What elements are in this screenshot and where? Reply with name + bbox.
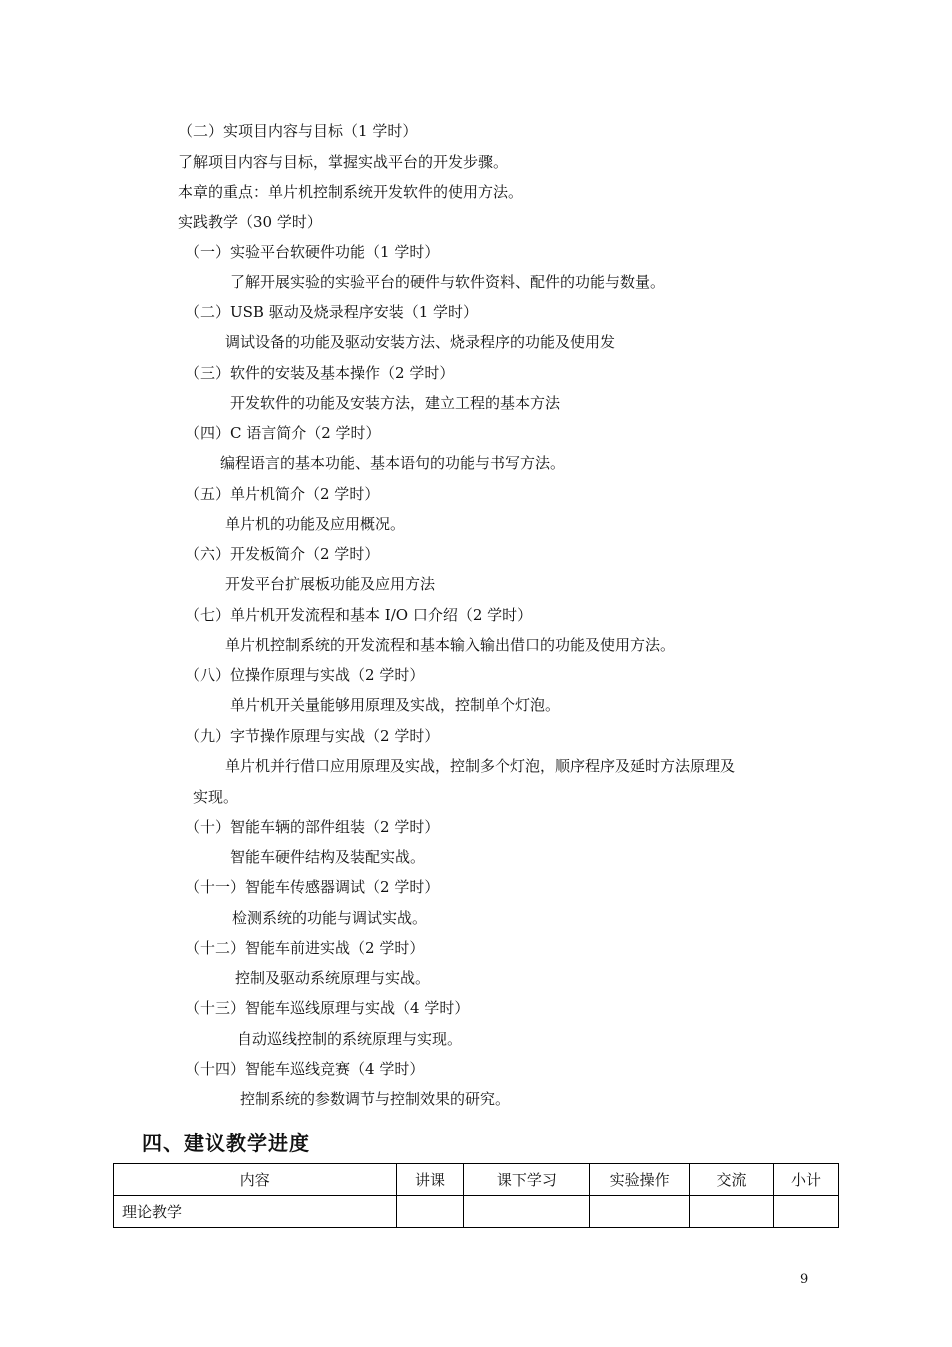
table-cell (690, 1196, 774, 1228)
table-cell (774, 1196, 839, 1228)
paragraph-text: 单片机控制系统的开发流程和基本输入输出借口的功能及使用方法。 (225, 636, 676, 654)
paragraph-text: 本章的重点：单片机控制系统开发软件的使用方法。 (178, 183, 524, 201)
table-header-cell: 内容 (114, 1164, 397, 1196)
section-heading: 四、建议教学进度 (142, 1131, 310, 1155)
subsection-heading: （九）字节操作原理与实战（2 学时） (185, 727, 440, 745)
subsection-heading: （二）USB 驱动及烧录程序安装（1 学时） (185, 303, 479, 321)
subsection-heading: （十三）智能车巡线原理与实战（4 学时） (185, 999, 470, 1017)
subsection-heading: （四）C 语言简介（2 学时） (185, 424, 381, 442)
paragraph-text: 自动巡线控制的系统原理与实现。 (237, 1030, 463, 1048)
table-cell: 理论教学 (114, 1196, 397, 1228)
teaching-progress-table (113, 1163, 839, 1228)
table-header-cell: 小计 (774, 1164, 839, 1196)
paragraph-text: 调试设备的功能及驱动安装方法、烧录程序的功能及使用发 (225, 333, 616, 351)
paragraph-text: 控制及驱动系统原理与实战。 (235, 969, 431, 987)
page-number: 9 (800, 1272, 809, 1287)
table-cell (464, 1196, 590, 1228)
subsection-heading: （一）实验平台软硬件功能（1 学时） (185, 243, 440, 261)
subsection-heading: （七）单片机开发流程和基本 I/O 口介绍（2 学时） (185, 606, 533, 624)
paragraph-text: 开发平台扩展板功能及应用方法 (225, 575, 436, 593)
paragraph-text: 单片机开关量能够用原理及实战，控制单个灯泡。 (230, 696, 561, 714)
table-cell (396, 1196, 464, 1228)
paragraph-text: 单片机并行借口应用原理及实战，控制多个灯泡，顺序程序及延时方法原理及 (225, 757, 736, 775)
paragraph-text: 实现。 (193, 788, 239, 806)
subsection-heading: （十）智能车辆的部件组装（2 学时） (185, 818, 440, 836)
paragraph-text: 智能车硬件结构及装配实战。 (230, 848, 426, 866)
section-label: 实践教学（30 学时） (178, 213, 322, 231)
paragraph-text: 检测系统的功能与调试实战。 (232, 909, 428, 927)
paragraph-text: 单片机的功能及应用概况。 (225, 515, 406, 533)
subsection-heading: （十二）智能车前进实战（2 学时） (185, 939, 425, 957)
paragraph-text: 开发软件的功能及安装方法，建立工程的基本方法 (230, 394, 561, 412)
subsection-heading: （三）软件的安装及基本操作（2 学时） (185, 364, 455, 382)
table-header-cell: 实验操作 (590, 1164, 690, 1196)
subsection-heading: （二）实项目内容与目标（1 学时） (178, 122, 418, 140)
subsection-heading: （十四）智能车巡线竞赛（4 学时） (185, 1060, 425, 1078)
subsection-heading: （五）单片机简介（2 学时） (185, 485, 380, 503)
table-header-row (114, 1164, 839, 1196)
paragraph-text: 了解项目内容与目标，掌握实战平台的开发步骤。 (178, 153, 509, 171)
table-cell (590, 1196, 690, 1228)
subsection-heading: （十一）智能车传感器调试（2 学时） (185, 878, 440, 896)
paragraph-text: 编程语言的基本功能、基本语句的功能与书写方法。 (220, 454, 566, 472)
paragraph-text: 了解开展实验的实验平台的硬件与软件资料、配件的功能与数量。 (230, 273, 666, 291)
subsection-heading: （八）位操作原理与实战（2 学时） (185, 666, 425, 684)
table-header-cell: 交流 (690, 1164, 774, 1196)
table-row (114, 1196, 839, 1228)
table-header-cell: 课下学习 (464, 1164, 590, 1196)
paragraph-text: 控制系统的参数调节与控制效果的研究。 (240, 1090, 511, 1108)
subsection-heading: （六）开发板简介（2 学时） (185, 545, 380, 563)
table-header-cell: 讲课 (396, 1164, 464, 1196)
